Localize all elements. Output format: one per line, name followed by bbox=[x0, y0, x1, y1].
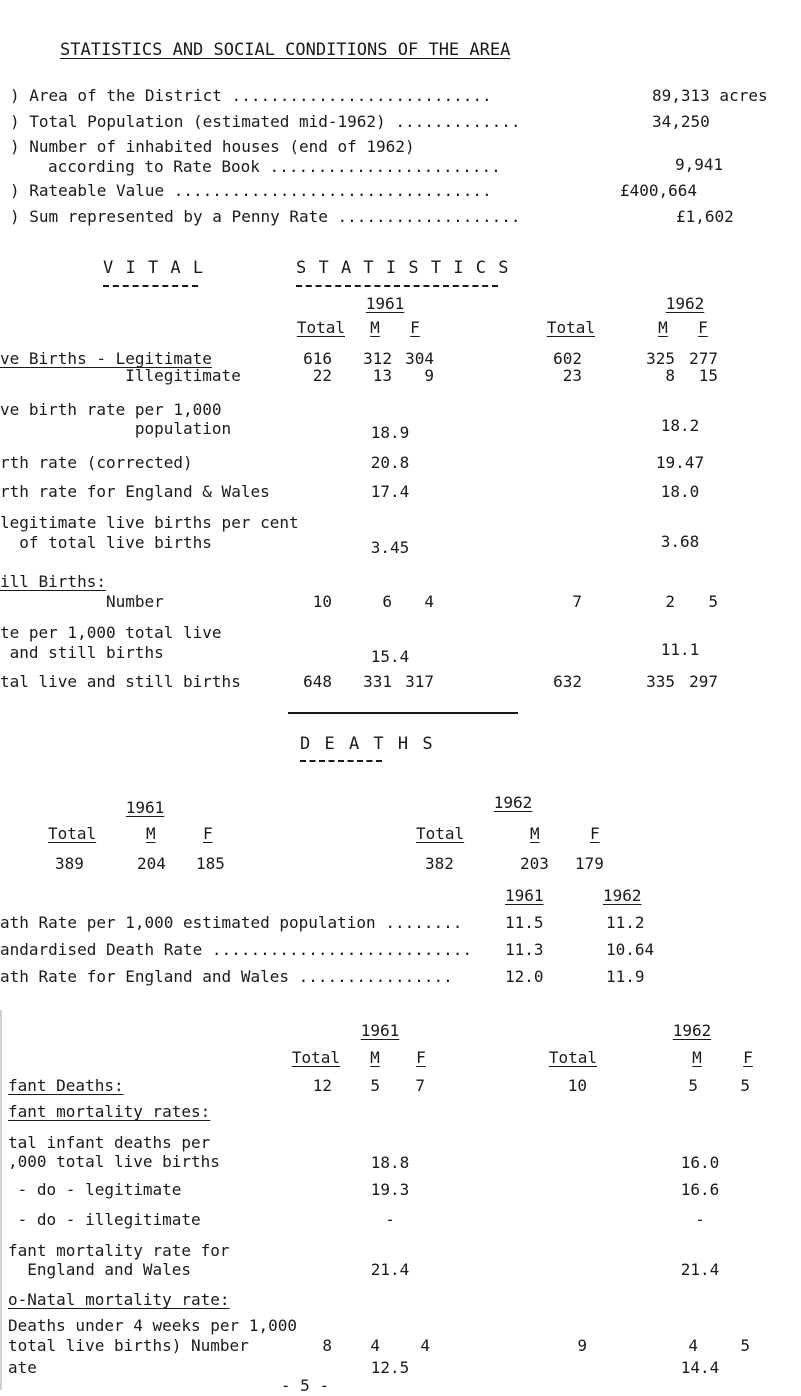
cell-1962: 19.47 bbox=[655, 453, 705, 472]
cell-m: 6 bbox=[382, 592, 392, 611]
population-label: ) Total Population (estimated mid-1962) ............. bbox=[10, 112, 531, 131]
cell-f: 4 bbox=[420, 1336, 430, 1355]
col-total: Total bbox=[296, 318, 345, 337]
cell-total: 7 bbox=[572, 592, 582, 611]
col-f: F bbox=[743, 1048, 753, 1067]
row-label: legitimate live births per cent bbox=[0, 513, 299, 532]
houses-value: 9,941 bbox=[675, 155, 724, 174]
binding-edge bbox=[0, 1010, 2, 1390]
year-1962: 1962 bbox=[665, 294, 705, 313]
year-1962: 1962 bbox=[603, 886, 642, 905]
deaths-total: 389 bbox=[55, 854, 84, 873]
heading-underline bbox=[300, 760, 382, 762]
row-label-2: population bbox=[0, 419, 232, 438]
penny-rate-value: £1,602 bbox=[676, 207, 734, 226]
col-f: F bbox=[410, 318, 420, 337]
row-label-2: of total live births bbox=[0, 533, 212, 552]
row-label-2: Number bbox=[0, 592, 164, 611]
deaths-total: 382 bbox=[425, 854, 454, 873]
cell-m: 8 bbox=[665, 366, 675, 385]
cell-total: 10 bbox=[567, 1076, 587, 1095]
cell-1962: 14.4 bbox=[680, 1358, 720, 1377]
cell-total: 12 bbox=[312, 1076, 332, 1095]
rate-label: ath Rate for England and Wales ................ bbox=[0, 967, 463, 986]
cell-f: 304 bbox=[405, 349, 434, 368]
cell-f: 9 bbox=[424, 366, 434, 385]
cell-f: 277 bbox=[689, 349, 718, 368]
year-1961: 1961 bbox=[360, 1021, 400, 1040]
rateable-value: £400,664 bbox=[620, 181, 698, 200]
cell-1961: 20.8 bbox=[370, 453, 410, 472]
cell-1962: 3.68 bbox=[660, 532, 700, 551]
cell-m: 5 bbox=[370, 1076, 380, 1095]
cell-m: 5 bbox=[688, 1076, 698, 1095]
heading-underline bbox=[296, 285, 498, 287]
cell-1961: 18.8 bbox=[370, 1153, 410, 1172]
row-label: tal infant deaths per bbox=[8, 1133, 211, 1152]
col-m: M bbox=[146, 824, 156, 843]
row-label: tal live and still births bbox=[0, 672, 241, 691]
section-divider bbox=[288, 712, 518, 714]
row-label: te per 1,000 total live bbox=[0, 623, 222, 642]
cell-1962: 21.4 bbox=[680, 1260, 720, 1279]
cell-m: 4 bbox=[688, 1336, 698, 1355]
cell-1961: 12.5 bbox=[370, 1358, 410, 1377]
col-total: Total bbox=[548, 1048, 597, 1067]
year-1961: 1961 bbox=[365, 294, 405, 313]
row-label: Illegitimate bbox=[0, 366, 241, 385]
col-m: M bbox=[370, 318, 380, 337]
houses-label-2: according to Rate Book ........................ bbox=[48, 157, 511, 176]
row-label: ill Births: bbox=[0, 572, 106, 591]
cell-1961: 18.9 bbox=[370, 423, 410, 442]
year-1961: 1961 bbox=[125, 798, 165, 817]
row-label: fant mortality rate for bbox=[8, 1241, 230, 1260]
cell-total: 8 bbox=[322, 1336, 332, 1355]
deaths-m: 204 bbox=[137, 854, 166, 873]
area-value: 89,313 acres bbox=[652, 86, 768, 105]
mortality-label: fant mortality rates: bbox=[8, 1102, 211, 1121]
col-m: M bbox=[370, 1048, 380, 1067]
col-m: M bbox=[692, 1048, 702, 1067]
year-1962: 1962 bbox=[493, 793, 533, 812]
cell-1961: 17.4 bbox=[370, 482, 410, 501]
cell-m: 325 bbox=[646, 349, 675, 368]
col-total: Total bbox=[291, 1048, 340, 1067]
cell-total: 648 bbox=[303, 672, 332, 691]
row-label-2: total live births) Number bbox=[8, 1336, 249, 1355]
cell-1962: - bbox=[695, 1210, 705, 1229]
cell-1961: 19.3 bbox=[370, 1180, 410, 1199]
cell-f: 5 bbox=[708, 592, 718, 611]
col-total: Total bbox=[416, 824, 465, 843]
cell-1961: 21.4 bbox=[370, 1260, 410, 1279]
cell-total: 632 bbox=[553, 672, 582, 691]
cell-1962: 18.0 bbox=[660, 482, 700, 501]
cell-total: 602 bbox=[553, 349, 582, 368]
cell-f: 4 bbox=[424, 592, 434, 611]
neonatal-label: o-Natal mortality rate: bbox=[8, 1290, 230, 1309]
rate-1962: 11.2 bbox=[606, 913, 645, 932]
vital-heading-right: S T A T I S T I C S bbox=[296, 258, 510, 278]
cell-m: 331 bbox=[363, 672, 392, 691]
penny-rate-label: ) Sum represented by a Penny Rate ................... bbox=[10, 207, 531, 226]
vital-heading-left: V I T A L bbox=[103, 258, 205, 278]
row-label: - do - legitimate bbox=[8, 1180, 182, 1199]
cell-1962: 16.0 bbox=[680, 1153, 720, 1172]
cell-m: 335 bbox=[646, 672, 675, 691]
row-label-2: ,000 total live births bbox=[8, 1152, 220, 1171]
cell-m: 312 bbox=[363, 349, 392, 368]
houses-label: ) Number of inhabited houses (end of 1962) bbox=[10, 137, 415, 156]
page-title: STATISTICS AND SOCIAL CONDITIONS OF THE AREA bbox=[60, 40, 511, 60]
rate-1961: 11.3 bbox=[505, 940, 544, 959]
cell-total: 616 bbox=[303, 349, 332, 368]
rate-label: ath Rate per 1,000 estimated population ........ bbox=[0, 913, 473, 932]
cell-1961: 15.4 bbox=[370, 647, 410, 666]
row-label: ve birth rate per 1,000 bbox=[0, 400, 222, 419]
row-label-2: England and Wales bbox=[8, 1260, 192, 1279]
deaths-f: 179 bbox=[575, 854, 604, 873]
cell-1961: - bbox=[385, 1210, 395, 1229]
cell-m: 13 bbox=[372, 366, 392, 385]
population-value: 34,250 bbox=[652, 112, 710, 131]
rateable-label: ) Rateable Value ................................. bbox=[10, 181, 502, 200]
col-f: F bbox=[203, 824, 213, 843]
rate-label: andardised Death Rate ........................... bbox=[0, 940, 482, 959]
year-1962: 1962 bbox=[672, 1021, 712, 1040]
cell-total: 10 bbox=[312, 592, 332, 611]
row-label: Deaths under 4 weeks per 1,000 bbox=[8, 1316, 297, 1335]
cell-1961: 3.45 bbox=[370, 538, 410, 557]
row-label: rth rate for England & Wales bbox=[0, 482, 270, 501]
cell-m: 2 bbox=[665, 592, 675, 611]
col-m: M bbox=[658, 318, 668, 337]
row-label-2: and still births bbox=[0, 643, 164, 662]
deaths-heading: D E A T H S bbox=[300, 734, 435, 754]
page-number: - 5 - bbox=[280, 1376, 330, 1395]
deaths-m: 203 bbox=[520, 854, 549, 873]
year-1961: 1961 bbox=[505, 886, 544, 905]
deaths-f: 185 bbox=[196, 854, 225, 873]
rate-1962: 10.64 bbox=[606, 940, 655, 959]
heading-underline bbox=[103, 285, 198, 287]
cell-total: 23 bbox=[562, 366, 582, 385]
cell-f: 5 bbox=[740, 1336, 750, 1355]
cell-f: 317 bbox=[405, 672, 434, 691]
col-total: Total bbox=[48, 824, 97, 843]
col-m: M bbox=[530, 824, 540, 843]
cell-f: 5 bbox=[740, 1076, 750, 1095]
row-label: ate bbox=[8, 1358, 37, 1377]
rate-1961: 11.5 bbox=[505, 913, 544, 932]
cell-1962: 18.2 bbox=[660, 416, 700, 435]
col-f: F bbox=[416, 1048, 426, 1067]
row-label: ve Births - Legitimate bbox=[0, 349, 212, 368]
rate-1961: 12.0 bbox=[505, 967, 544, 986]
col-f: F bbox=[698, 318, 708, 337]
cell-f: 15 bbox=[698, 366, 718, 385]
row-label: - do - illegitimate bbox=[8, 1210, 201, 1229]
rate-1962: 11.9 bbox=[606, 967, 645, 986]
infant-deaths-label: fant Deaths: bbox=[8, 1076, 124, 1095]
row-label: rth rate (corrected) bbox=[0, 453, 193, 472]
col-total: Total bbox=[546, 318, 595, 337]
cell-m: 4 bbox=[370, 1336, 380, 1355]
cell-1962: 11.1 bbox=[660, 640, 700, 659]
cell-f: 297 bbox=[689, 672, 718, 691]
area-label: ) Area of the District ........................... bbox=[10, 86, 502, 105]
cell-total: 9 bbox=[577, 1336, 587, 1355]
cell-total: 22 bbox=[312, 366, 332, 385]
col-f: F bbox=[590, 824, 600, 843]
cell-f: 7 bbox=[415, 1076, 425, 1095]
cell-1962: 16.6 bbox=[680, 1180, 720, 1199]
